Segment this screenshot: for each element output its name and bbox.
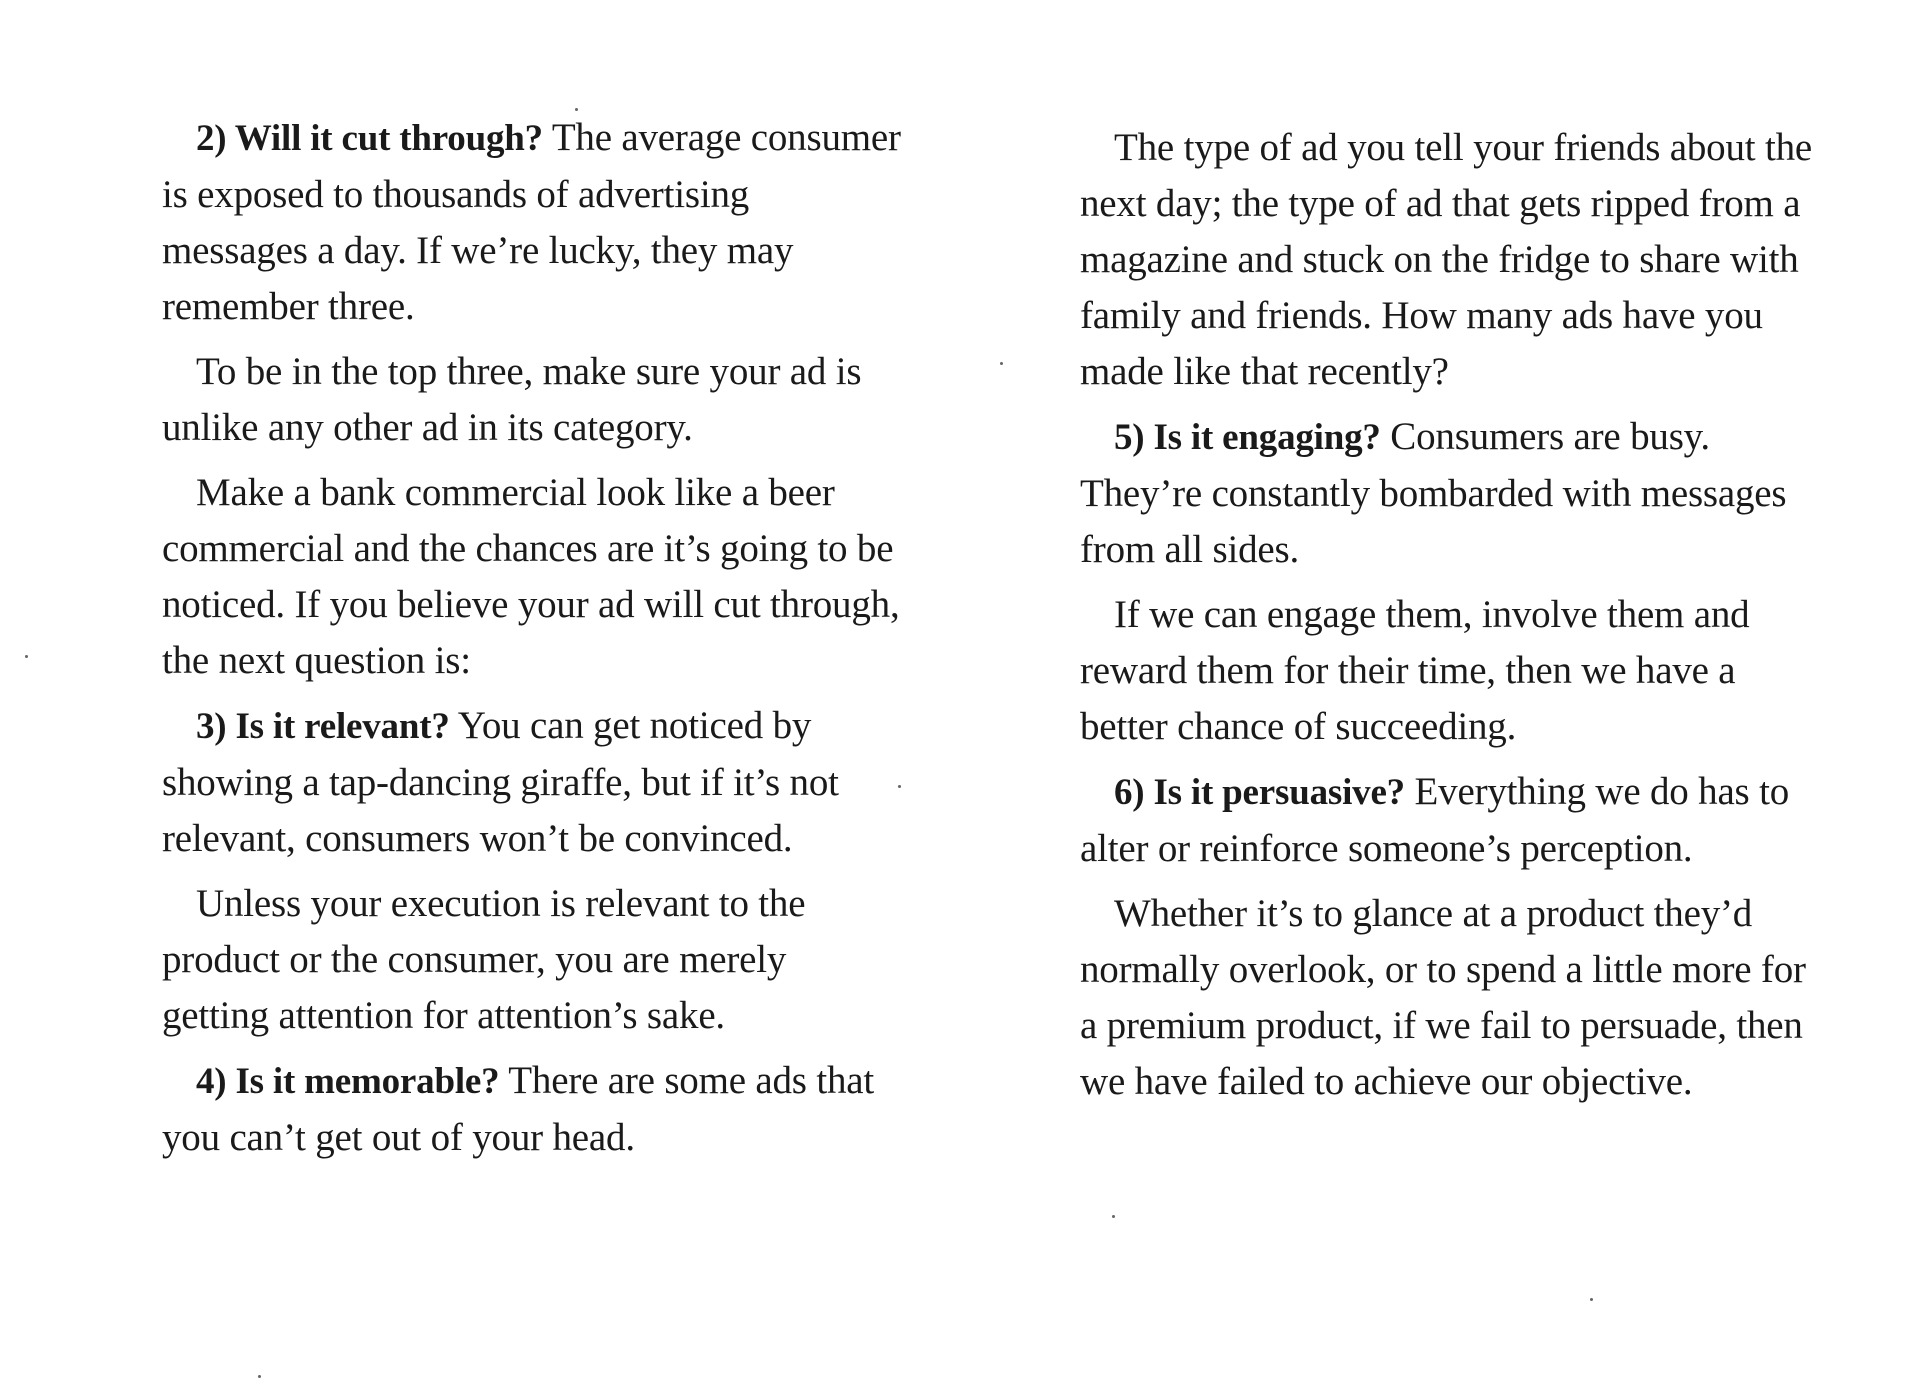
paragraph [1080, 764, 1820, 877]
paragraph [1080, 587, 1820, 755]
paragraph-text: Everything we do has to alter or reinforce someone’s perception. [1080, 770, 1790, 870]
paragraph [162, 110, 902, 335]
paragraph [162, 344, 902, 456]
scan-speck [575, 108, 578, 111]
paragraph [1080, 886, 1820, 1110]
paragraph-text: There are some ads that you can’t get out of your head. [162, 1059, 875, 1159]
paragraph [162, 698, 902, 867]
paragraph-text: Unless your execution is relevant to the product or the consumer, you are merely getting attention for attention’s sake. [162, 882, 806, 1037]
paragraph [162, 1053, 902, 1166]
question-heading: 2) Will it cut through? [196, 118, 543, 159]
paragraph [1080, 120, 1820, 400]
question-heading: 5) Is it engaging? [1114, 417, 1381, 458]
paragraph-text: Consumers are busy. They’re constantly bombarded with messages from all sides. [1080, 415, 1787, 571]
paragraph [162, 465, 902, 689]
paragraph-text: You can get noticed by showing a tap-dancing giraffe, but if it’s not relevant, consumers won’t be convinced. [162, 704, 839, 860]
paragraph-text: Make a bank commercial look like a beer commercial and the chances are it’s going to be noticed. If you believe your ad will cut through, the next question is: [162, 471, 900, 682]
right-page-column [1080, 120, 1820, 1119]
paragraph-text: The type of ad you tell your friends about the next day; the type of ad that gets ripped from a magazine and stuck on the fridge to share with family and friends. How many ads have you made like that recently? [1080, 126, 1813, 393]
paragraph-text: If we can engage them, involve them and reward them for their time, then we have a better chance of succeeding. [1080, 593, 1750, 748]
scan-speck [1590, 1298, 1593, 1301]
scan-speck [1112, 1215, 1115, 1218]
question-heading: 3) Is it relevant? [196, 706, 450, 747]
scan-speck [25, 655, 28, 658]
paragraph [1080, 409, 1820, 578]
paragraph-text: Whether it’s to glance at a product they’d normally overlook, or to spend a little more for a premium product, if we fail to persuade, then we have failed to achieve our objective. [1080, 892, 1806, 1103]
question-heading: 4) Is it memorable? [196, 1061, 500, 1102]
paragraph [162, 876, 902, 1044]
scan-speck [898, 785, 901, 788]
scan-speck [1000, 362, 1003, 365]
question-heading: 6) Is it persuasive? [1114, 772, 1405, 813]
left-page-column [162, 110, 902, 1175]
paragraph-text: To be in the top three, make sure your ad is unlike any other ad in its category. [162, 350, 862, 449]
paragraph-text: The average consumer is exposed to thousands of advertising messages a day. If we’re lucky, they may remember three. [162, 116, 901, 328]
scan-speck [258, 1375, 261, 1378]
